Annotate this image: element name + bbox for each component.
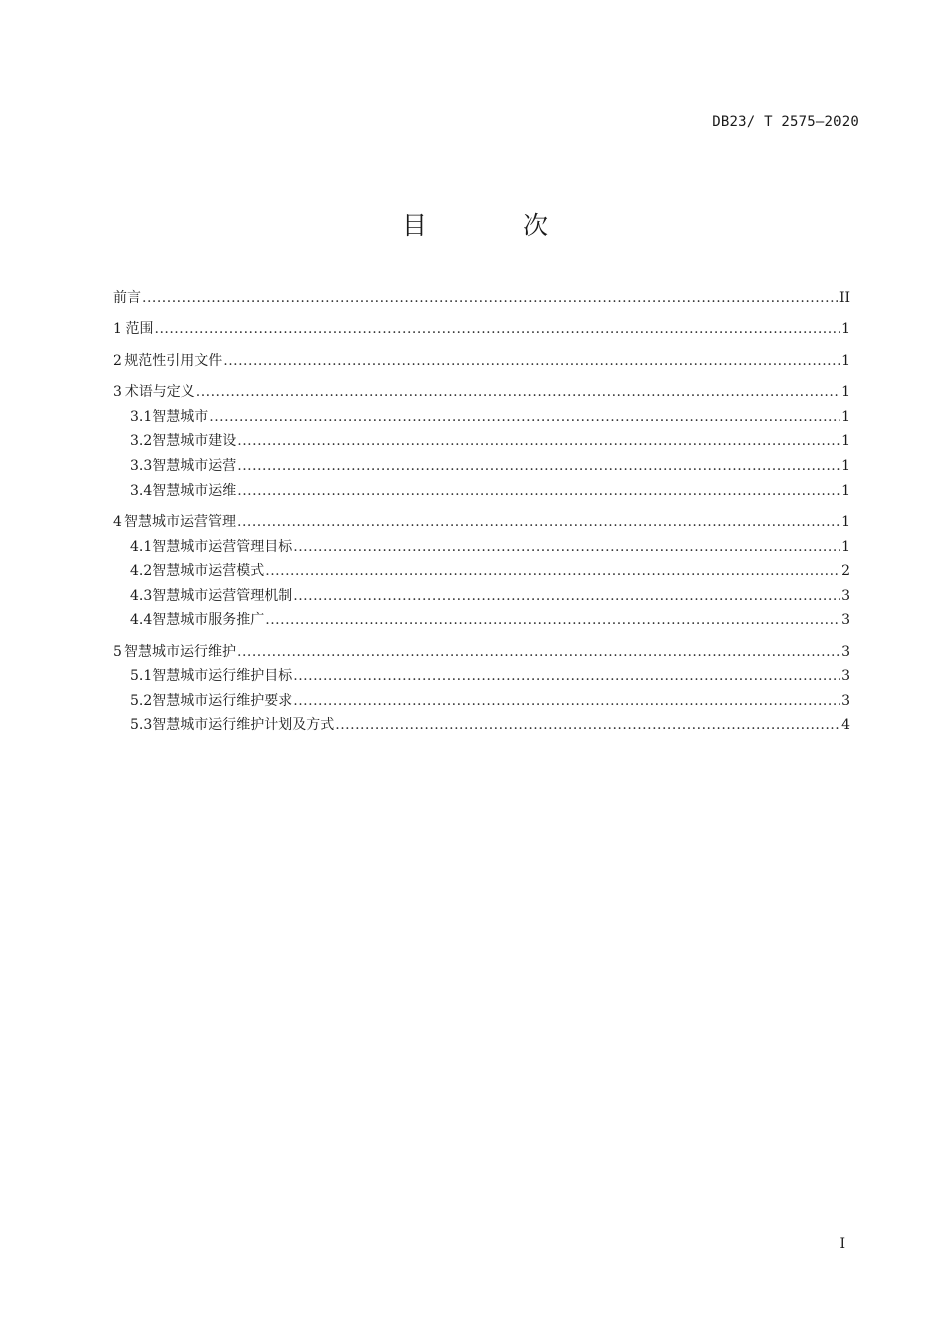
toc-entry-label: 智慧城市运营管理目标 <box>152 538 293 555</box>
toc-entry-page: 1 <box>841 384 850 401</box>
toc-entry[interactable] <box>113 608 850 633</box>
toc-entry-number: 5 <box>113 643 122 660</box>
toc-entry-page: II <box>838 290 850 306</box>
toc-entry-label: 智慧城市运维 <box>152 482 237 499</box>
dot-leader <box>265 608 840 633</box>
toc-entry[interactable] <box>113 479 850 504</box>
toc-entry-number: 3.1 <box>130 408 153 425</box>
toc-entry[interactable] <box>113 317 850 342</box>
toc-entry-label: 智慧城市 <box>152 408 209 425</box>
toc-entry-number: 4.1 <box>130 538 153 555</box>
toc-entry-page: 1 <box>841 433 850 450</box>
dot-leader <box>293 584 840 609</box>
toc-entry[interactable] <box>113 510 850 535</box>
toc-entry-number: 2 <box>113 352 122 369</box>
toc-entry-number: 4.4 <box>130 612 153 629</box>
toc-entry[interactable] <box>113 664 850 689</box>
dot-leader <box>265 559 840 584</box>
toc-entry-label: 智慧城市运行维护 <box>124 643 236 660</box>
toc-entry[interactable] <box>113 380 850 405</box>
toc-entry-label: 智慧城市运行维护要求 <box>152 692 293 709</box>
toc-title: 目 次 <box>402 211 592 240</box>
dot-leader <box>223 349 840 374</box>
toc-entry-number: 3 <box>113 384 122 401</box>
dot-leader <box>237 454 840 479</box>
dot-leader <box>209 405 840 430</box>
dot-leader <box>237 640 840 665</box>
toc-entry-number: 4.2 <box>130 563 153 580</box>
toc-entry[interactable] <box>113 349 850 374</box>
dot-leader <box>293 689 840 714</box>
toc-entry-page: 1 <box>841 513 850 530</box>
toc-entry[interactable] <box>113 286 850 311</box>
toc-entry[interactable] <box>113 584 850 609</box>
toc-entry-page: 3 <box>841 612 850 629</box>
toc-entry-page: 3 <box>841 692 850 709</box>
toc-entry[interactable] <box>113 689 850 714</box>
toc-entry-page: 3 <box>841 587 850 604</box>
toc-entry-number: 4.3 <box>130 587 153 604</box>
toc-entry-number: 1 <box>113 321 122 338</box>
toc-entry-label: 智慧城市运营管理 <box>124 513 236 530</box>
dot-leader <box>237 479 840 504</box>
toc-entry-label: 智慧城市运行维护计划及方式 <box>152 717 335 734</box>
toc-entry[interactable] <box>113 405 850 430</box>
toc-entry-label: 范围 <box>125 321 154 338</box>
toc-entry-page: 3 <box>841 643 850 660</box>
toc-entry[interactable] <box>113 640 850 665</box>
toc-entry-number: 3.2 <box>130 433 153 450</box>
toc-entry-number: 5.2 <box>130 692 153 709</box>
toc-entry-number: 5.1 <box>130 668 153 685</box>
dot-leader <box>293 535 840 560</box>
toc-entry-label: 智慧城市建设 <box>152 433 237 450</box>
toc-entry-page: 1 <box>841 408 850 425</box>
toc-entry[interactable] <box>113 429 850 454</box>
dot-leader <box>237 510 840 535</box>
toc-entry-page: 3 <box>841 668 850 685</box>
dot-leader <box>237 429 840 454</box>
toc-entry-label: 智慧城市服务推广 <box>152 612 265 629</box>
table-of-contents <box>113 286 850 738</box>
toc-entry-page: 1 <box>841 321 850 338</box>
dot-leader <box>335 713 840 738</box>
toc-entry-number: 3.4 <box>130 482 153 499</box>
toc-entry-label: 术语与定义 <box>124 384 195 401</box>
toc-entry[interactable] <box>113 535 850 560</box>
dot-leader <box>155 317 841 342</box>
toc-entry-number: 5.3 <box>130 717 153 734</box>
toc-entry-page: 1 <box>841 457 850 474</box>
toc-entry-page: 1 <box>841 482 850 499</box>
toc-entry-number: 4 <box>113 513 122 530</box>
toc-entry-page: 1 <box>841 352 850 369</box>
page-number: I <box>839 1236 845 1252</box>
dot-leader <box>293 664 840 689</box>
toc-entry-label: 智慧城市运营管理机制 <box>152 587 293 604</box>
toc-entry-label: 智慧城市运营模式 <box>152 563 265 580</box>
toc-entry-page: 1 <box>841 538 850 555</box>
toc-entry-label: 规范性引用文件 <box>124 352 223 369</box>
dot-leader <box>196 380 840 405</box>
toc-entry-label: 前言 <box>113 290 141 306</box>
toc-entry[interactable] <box>113 454 850 479</box>
toc-entry-label: 智慧城市运营 <box>152 457 237 474</box>
toc-entry[interactable] <box>113 559 850 584</box>
toc-entry-label: 智慧城市运行维护目标 <box>152 668 293 685</box>
document-code: DB23/ T 2575—2020 <box>712 114 859 130</box>
dot-leader <box>142 286 838 311</box>
toc-entry-page: 4 <box>841 717 850 734</box>
toc-entry[interactable] <box>113 713 850 738</box>
toc-entry-page: 2 <box>841 563 850 580</box>
toc-entry-number: 3.3 <box>130 457 153 474</box>
